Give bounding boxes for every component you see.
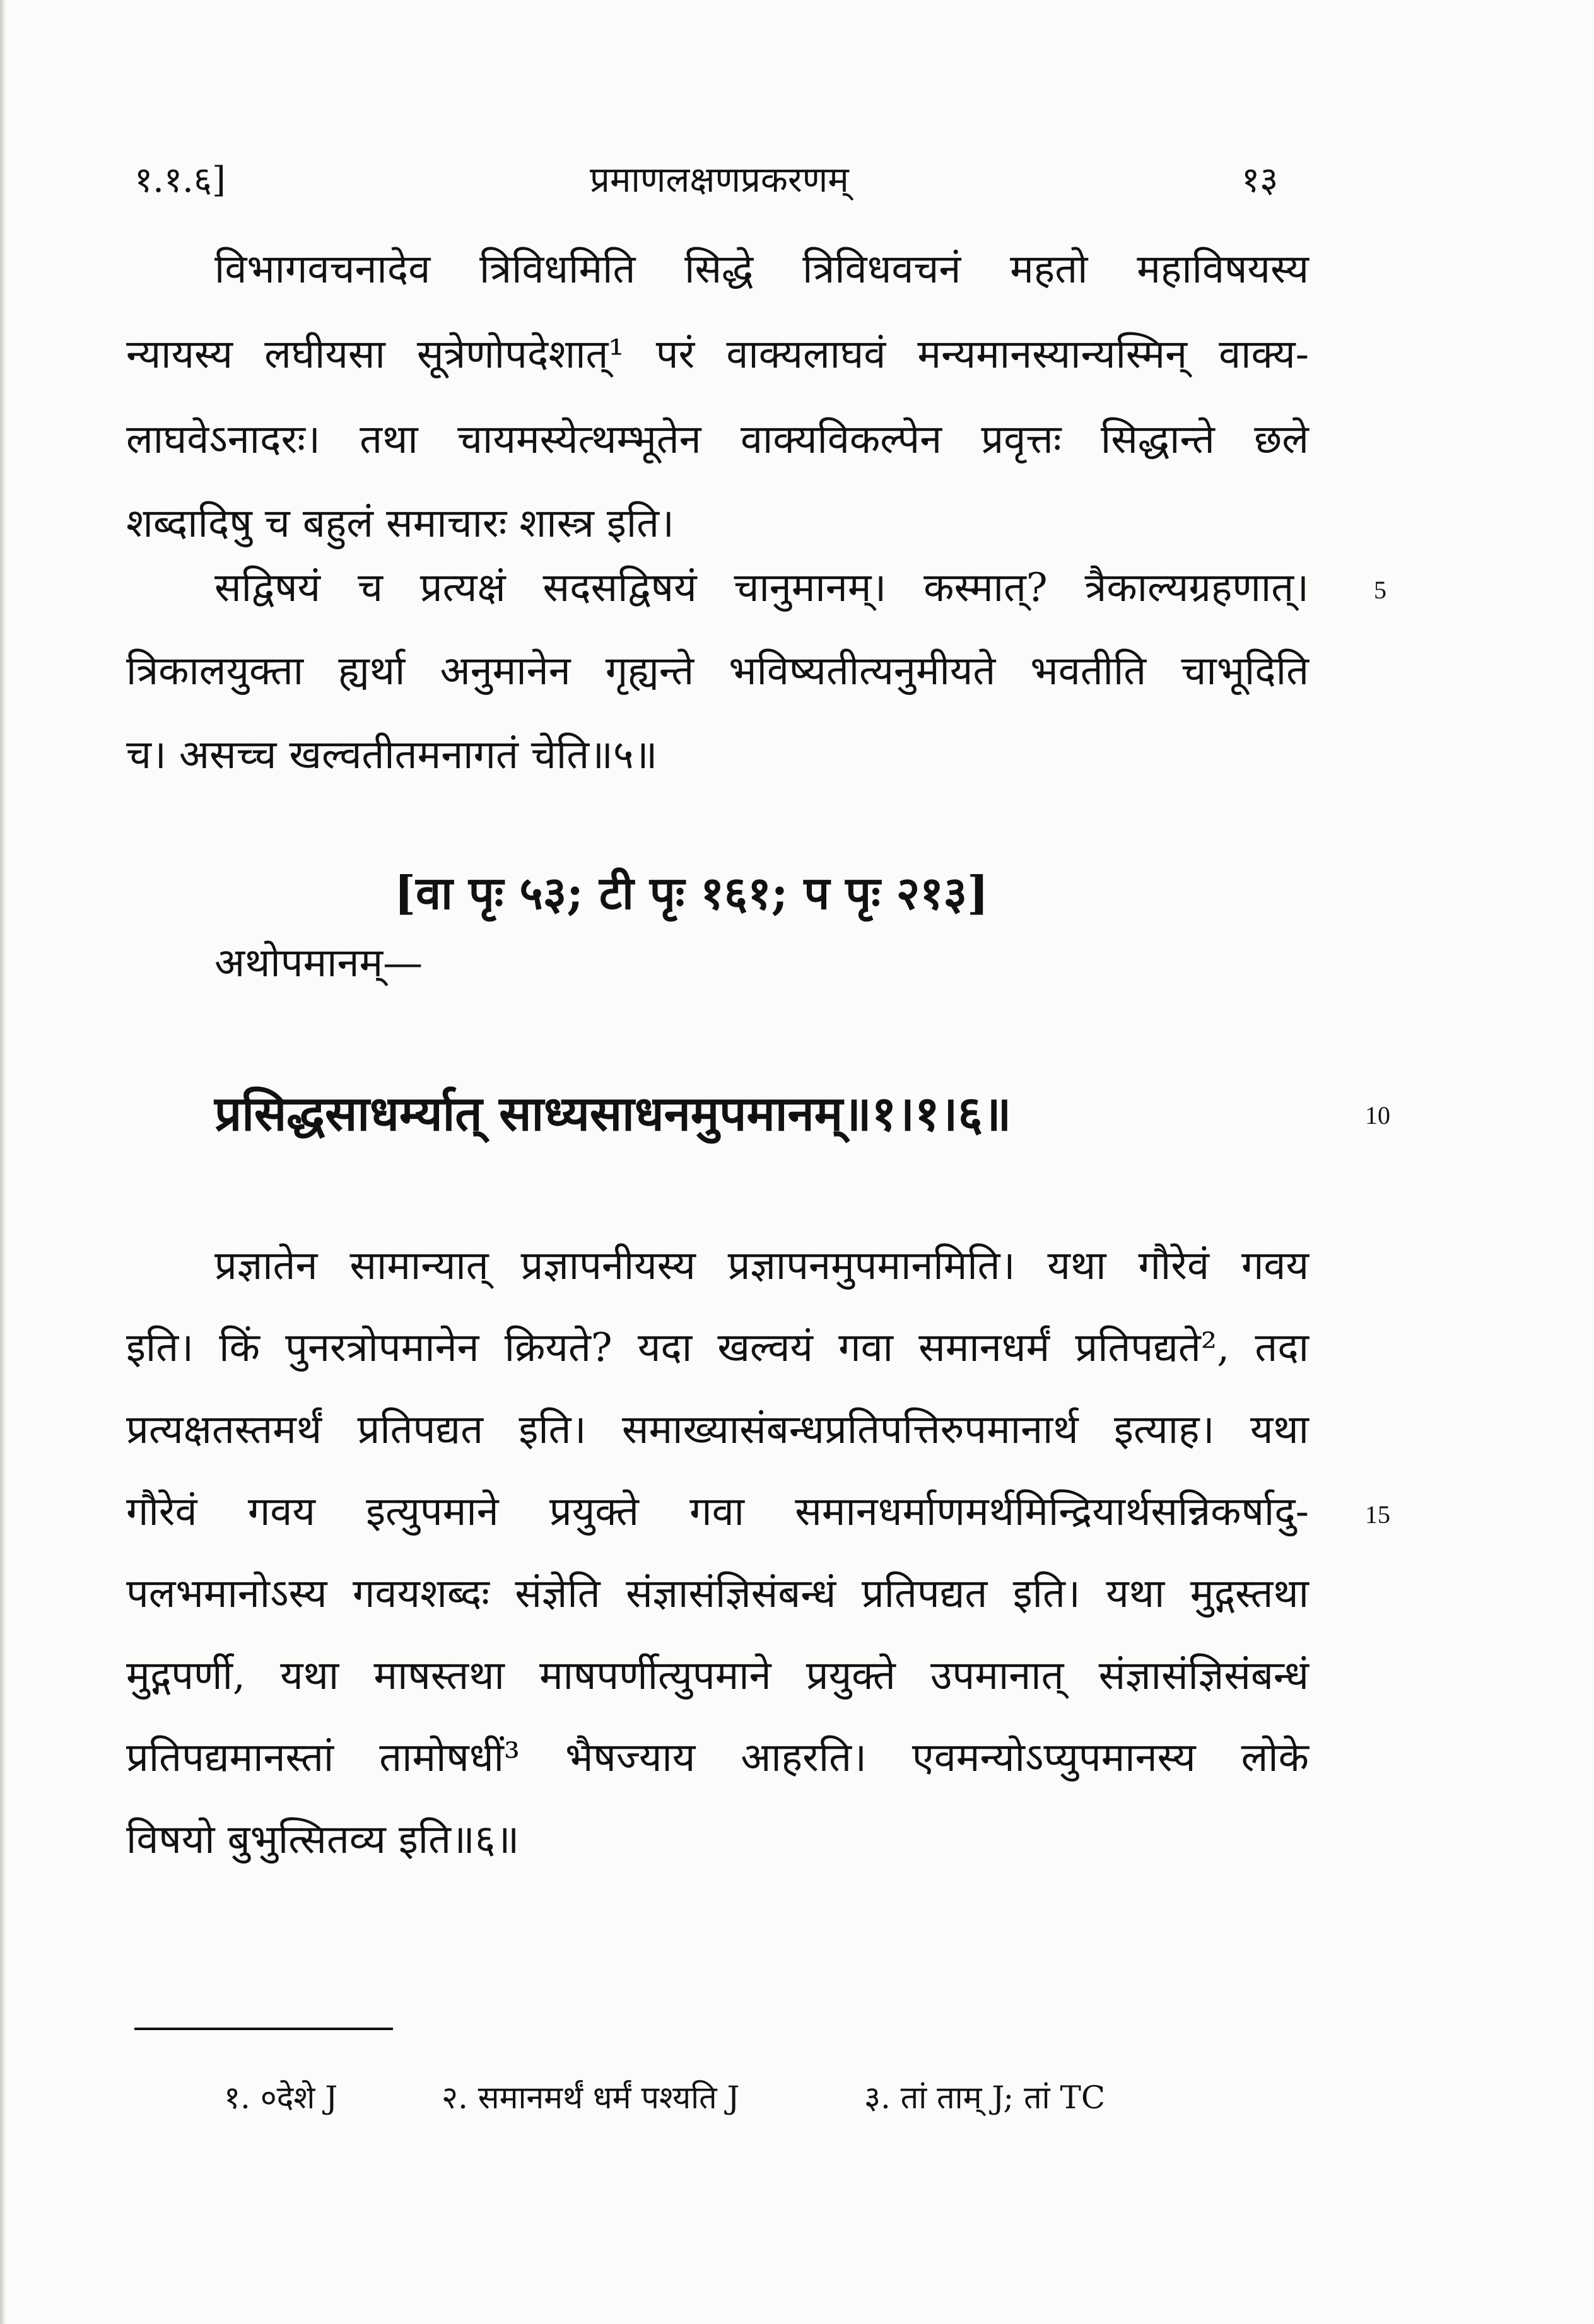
para1-line-4: शब्दादिषु च बहुलं समाचारः शास्त्र इति। (126, 500, 674, 546)
header-page-number: १३ (1241, 160, 1279, 201)
cross-reference: [वा पृः ५३; टी पृः १६१; प पृः २१३] (394, 866, 989, 920)
header-running-title: प्रमाणलक्षणप्रकरणम् (590, 160, 849, 201)
footnote-2: २. समानमर्थं धर्मं पश्यति J (442, 2079, 740, 2116)
para3-line-7: प्रतिपद्यमानस्तां तामोषधीं³ भैषज्याय आहरति। एवमन्योऽप्युपमानस्य लोके (126, 1734, 1309, 1780)
footnote-separator (134, 2028, 393, 2030)
para1-line-1: विभागवचनादेव त्रिविधमिति सिद्धे त्रिविधवचनं महतो महाविषयस्य (214, 246, 1309, 292)
para1-line-2: न्यायस्य लघीयसा सूत्रेणोपदेशात्¹ परं वाक्यलाघवं मन्यमानस्यान्यस्मिन् वाक्य- (126, 331, 1309, 377)
page-edge-shadow (0, 0, 6, 2324)
sutra-heading: प्रसिद्धसाधर्म्यात् साध्यसाधनमुपमानम्॥१।१।६॥ (214, 1085, 1012, 1142)
section-intro: अथोपमानम्— (214, 940, 423, 986)
para2-line-3: च। असच्च खल्वतीतमनागतं चेति॥५॥ (126, 732, 658, 778)
para3-line-4: गौरेवं गवय इत्युपमाने प्रयुक्ते गवा समानधर्माणमर्थमिन्द्रियार्थसन्निकर्षादु- (126, 1488, 1309, 1534)
para3-line-2: इति। किं पुनरत्रोपमानेन क्रियते? यदा खल्वयं गवा समानधर्मं प्रतिपद्यते², तदा (126, 1324, 1309, 1370)
line-number-10: 10 (1365, 1101, 1390, 1130)
para2-line-1: सद्विषयं च प्रत्यक्षं सदसद्विषयं चानुमानम्। कस्मात्? त्रैकाल्यग्रहणात्। (214, 564, 1309, 610)
para3-line-1: प्रज्ञातेन सामान्यात् प्रज्ञापनीयस्य प्रज्ञापनमुपमानमिति। यथा गौरेवं गवय (214, 1242, 1309, 1288)
line-number-15: 15 (1365, 1500, 1390, 1529)
para1-line-3: लाघवेऽनादरः। तथा चायमस्येत्थम्भूतेन वाक्यविकल्पेन प्रवृत्तः सिद्धान्ते छले (126, 416, 1309, 462)
para3-line-6: मुद्गपर्णी, यथा माषस्तथा माषपर्णीत्युपमाने प्रयुक्ते उपमानात् संज्ञासंज्ञिसंबन्धं (126, 1652, 1309, 1698)
header-section-ref: १.१.६] (134, 160, 226, 201)
para3-line-5: पलभमानोऽस्य गवयशब्दः संज्ञेति संज्ञासंज्ञिसंबन्धं प्रतिपद्यत इति। यथा मुद्गस्तथा (126, 1570, 1309, 1616)
footnote-1: १. ०देशे J (224, 2079, 338, 2116)
line-number-5: 5 (1374, 576, 1386, 604)
footnote-3: ३. तां ताम् J; तां TC (864, 2079, 1106, 2116)
para2-line-2: त्रिकालयुक्ता ह्यर्था अनुमानेन गृह्यन्ते भविष्यतीत्यनुमीयते भवतीति चाभूदिति (126, 648, 1309, 694)
para3-line-3: प्रत्यक्षतस्तमर्थं प्रतिपद्यत इति। समाख्यासंबन्धप्रतिपत्तिरुपमानार्थ इत्याह। यथा (126, 1406, 1309, 1452)
para3-line-8: विषयो बुभुत्सितव्य इति॥६॥ (126, 1816, 520, 1862)
